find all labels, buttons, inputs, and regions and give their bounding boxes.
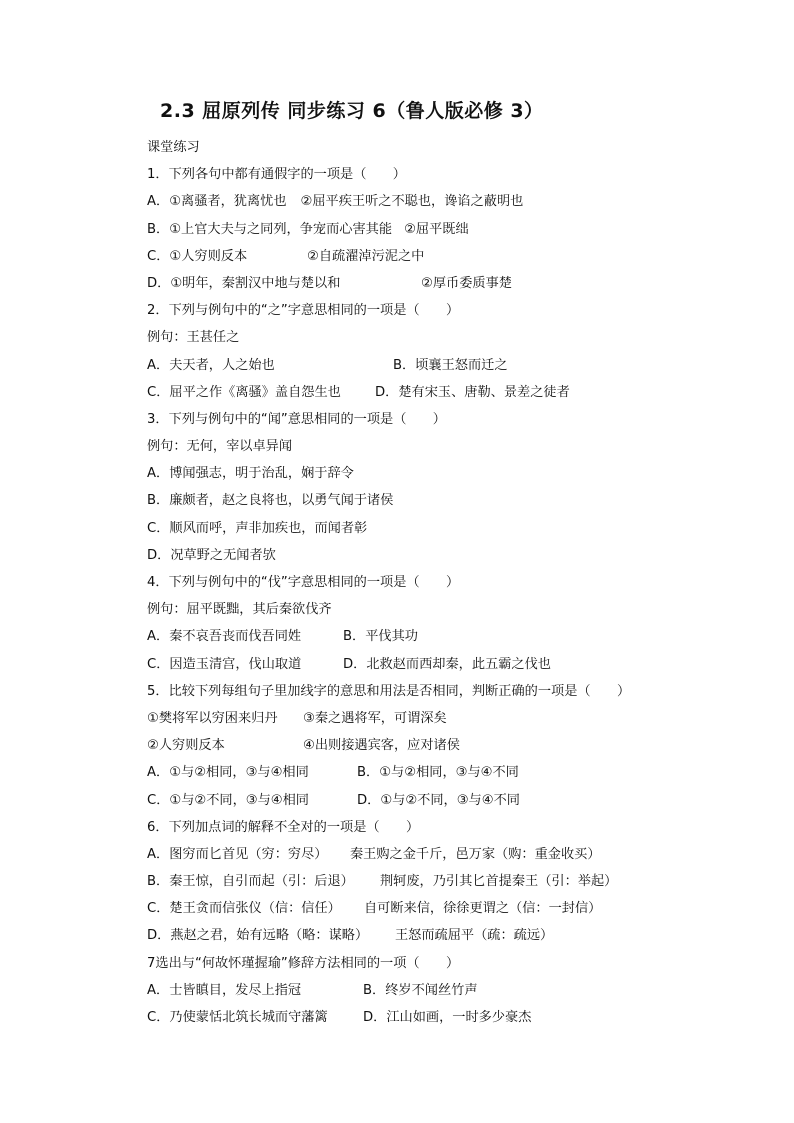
question-7-options-ab	[147, 977, 707, 1004]
q5-option-c: C．①与②不同，③与④相同	[147, 792, 309, 808]
q6-d-part2: 王怒而疏屈平（疏：疏远）	[395, 928, 554, 944]
q6-a-part1: A．图穷而匕首见（穷：穷尽）	[147, 846, 328, 862]
question-2-options-cd	[147, 379, 707, 406]
question-1-stem: 1．下列各句中都有通假字的一项是（ ）	[147, 167, 406, 183]
question-6-option-c	[147, 895, 707, 922]
question-5-sentences-2-4	[147, 732, 707, 759]
question-4-stem: 4．下列与例句中的“伐”字意思相同的一项是（ ）	[147, 575, 460, 590]
section-heading: 课堂练习	[147, 140, 200, 155]
question-3-option-b: B．廉颇者，赵之良将也，以勇气闻于诸侯	[147, 493, 394, 509]
q1-b-part1: B．①上官大夫与之同列，争宠而心害其能	[147, 221, 393, 237]
q5-option-a: A．①与②相同，③与④相同	[147, 765, 309, 781]
question-3-option-a: A．博闻强志，明于治乱，娴于辞令	[147, 466, 354, 482]
q4-option-a: A．秦不哀吾丧而伐吾同姓	[147, 629, 302, 645]
q1-a-part2: ②屈平疾王听之不聪也，谗谄之蔽明也	[300, 194, 524, 210]
q1-d-part2: ②厚币委质事楚	[421, 275, 512, 291]
q2-option-c: C．屈平之作《离骚》盖自怨生也	[147, 384, 341, 400]
q5-sentence-3: ③秦之遇将军，可谓深矣	[303, 710, 447, 726]
q5-sentence-2: ②人穷则反本	[147, 738, 225, 754]
q7-option-d: D．江山如画，一时多少豪杰	[363, 1010, 532, 1025]
q5-option-d: D．①与②不同，③与④不同	[357, 792, 520, 808]
q7-option-b: B．终岁不闻丝竹声	[363, 982, 478, 998]
question-4-options-ab	[147, 623, 707, 650]
question-5-sentences-1-3	[147, 705, 707, 732]
q1-c-part2: ②自疏濯淖污泥之中	[307, 248, 425, 264]
question-2-options-ab	[147, 352, 707, 379]
q2-option-a: A．夫天者，人之始也	[147, 357, 275, 373]
question-6-option-a	[147, 841, 707, 868]
q5-sentence-1: ①樊将军以穷困来归丹	[147, 710, 278, 726]
question-5-options-cd	[147, 787, 707, 814]
q4-option-b: B．平伐其功	[343, 629, 418, 645]
question-5-stem: 5．比较下列每组句子里加线字的意思和用法是否相同，判断正确的一项是（ ）	[147, 683, 631, 699]
question-1-option-b	[147, 216, 707, 243]
q2-option-d: D．楚有宋玉、唐勒、景差之徒者	[375, 384, 570, 400]
q6-a-part2: 秦王购之金千斤，邑万家（购：重金收买）	[350, 846, 601, 862]
q1-d-part1: D．①明年，秦割汉中地与楚以和	[147, 275, 341, 291]
question-6-stem: 6．下列加点词的解释不全对的一项是（ ）	[147, 819, 420, 835]
question-1-option-a	[147, 188, 707, 215]
question-7-options-cd	[147, 1004, 707, 1031]
question-2-stem: 2．下列与例句中的“之”字意思相同的一项是（ ）	[147, 303, 460, 319]
q4-option-d: D．北救赵而西却秦，此五霸之伐也	[343, 656, 551, 672]
q5-sentence-4: ④出则接遇宾客，应对诸侯	[303, 738, 460, 754]
q6-b-part1: B．秦王惊，自引而起（引：后退）	[147, 874, 354, 890]
question-3-option-c: C．顺风而呼，声非加疾也，而闻者彰	[147, 520, 368, 536]
question-1-option-d	[147, 270, 707, 297]
question-3-example: 例句：无何，宰以卓异闻	[147, 439, 293, 455]
question-4-options-cd	[147, 651, 707, 678]
question-3-stem: 3．下列与例句中的“闻”意思相同的一项是（ ）	[147, 411, 446, 427]
question-4-example: 例句：屈平既黜，其后秦欲伐齐	[147, 602, 332, 618]
q1-b-part2: ②屈平既绌	[404, 221, 469, 237]
q6-b-part2: 荆轲废，乃引其匕首提秦王（引：举起）	[380, 874, 618, 890]
q6-c-part2: 自可断来信，徐徐更谓之（信：一封信）	[364, 901, 602, 917]
q7-option-a: A．士皆瞋目，发尽上指冠	[147, 982, 302, 998]
q5-option-b: B．①与②相同，③与④不同	[357, 765, 519, 781]
question-6-option-d	[147, 922, 707, 949]
q1-a-part1: A．①离骚者，犹离忧也	[147, 194, 287, 210]
q6-d-part1: D．燕赵之君，始有远略（略：谋略）	[147, 928, 369, 944]
exercise-body	[147, 134, 707, 1031]
q4-option-c: C．因造玉清宫，伐山取道	[147, 656, 302, 672]
question-1-option-c	[147, 243, 707, 270]
q2-option-b: B．顷襄王怒而迁之	[393, 357, 508, 373]
q6-c-part1: C．楚王贪而信张仪（信：信任）	[147, 901, 341, 917]
document-title: 2.3 屈原列传 同步练习 6（鲁人版必修 3）	[160, 100, 544, 122]
question-6-option-b	[147, 868, 707, 895]
question-7-stem: 7选出与“何故怀瑾握瑜”修辞方法相同的一项（ ）	[147, 955, 460, 971]
question-5-options-ab	[147, 759, 707, 786]
question-3-option-d: D．况草野之无闻者欤	[147, 547, 276, 563]
q1-c-part1: C．①人穷则反本	[147, 248, 248, 264]
question-2-example: 例句：王甚任之	[147, 330, 240, 346]
q7-option-c: C．乃使蒙恬北筑长城而守藩篱	[147, 1010, 328, 1025]
